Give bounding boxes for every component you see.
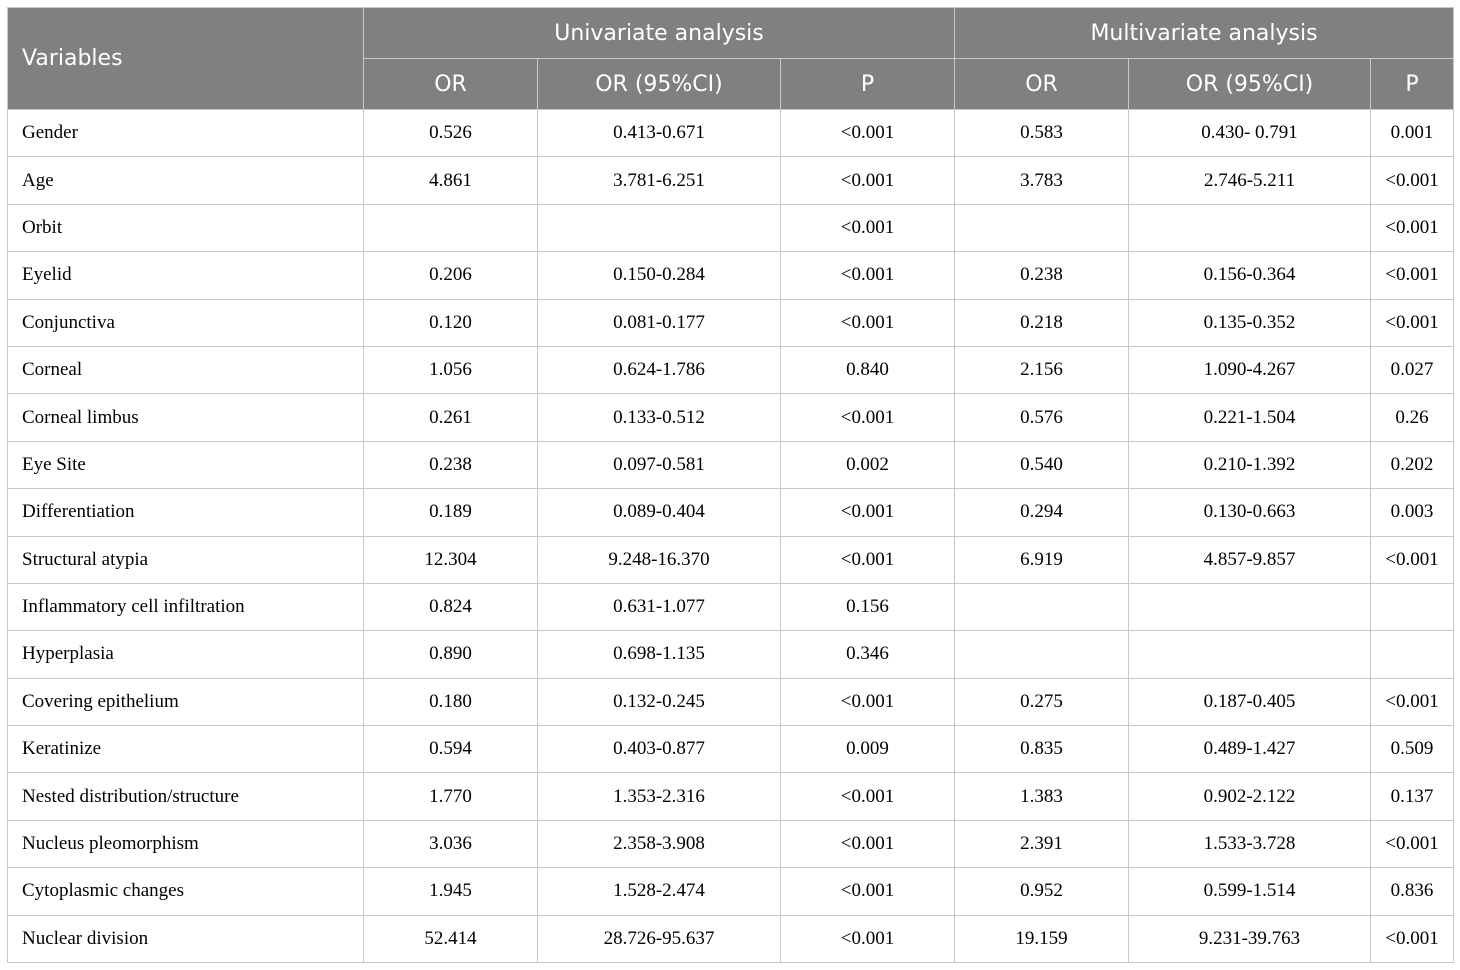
table-row	[8, 773, 1454, 820]
multi-p-cell	[1371, 631, 1454, 678]
multi-p-cell: 0.26	[1371, 394, 1454, 441]
univariate-p-header: P	[781, 59, 955, 110]
results-table	[7, 7, 1454, 963]
multi-ci-cell: 0.135-0.352	[1129, 299, 1371, 346]
uni-p-cell: <0.001	[781, 820, 955, 867]
table-row	[8, 868, 1454, 915]
multi-or-cell: 0.540	[955, 441, 1129, 488]
multi-ci-cell: 1.090-4.267	[1129, 346, 1371, 393]
uni-or-cell: 0.526	[364, 110, 538, 157]
uni-or-cell: 3.036	[364, 820, 538, 867]
multi-ci-cell: 0.210-1.392	[1129, 441, 1371, 488]
table-row	[8, 157, 1454, 204]
multi-p-cell: <0.001	[1371, 536, 1454, 583]
variable-cell: Corneal limbus	[8, 394, 364, 441]
variable-cell: Nested distribution/structure	[8, 773, 364, 820]
variable-cell: Nucleus pleomorphism	[8, 820, 364, 867]
uni-ci-cell: 0.698-1.135	[538, 631, 781, 678]
uni-p-cell: <0.001	[781, 252, 955, 299]
multi-p-cell: 0.001	[1371, 110, 1454, 157]
multi-p-cell: <0.001	[1371, 299, 1454, 346]
uni-ci-cell: 0.150-0.284	[538, 252, 781, 299]
multivariate-ci-header: OR (95%CI)	[1129, 59, 1371, 110]
table-row	[8, 441, 1454, 488]
table-row	[8, 110, 1454, 157]
table-row	[8, 299, 1454, 346]
uni-p-cell: <0.001	[781, 157, 955, 204]
multi-p-cell: <0.001	[1371, 678, 1454, 725]
variable-cell: Covering epithelium	[8, 678, 364, 725]
uni-ci-cell: 0.413-0.671	[538, 110, 781, 157]
variable-cell: Cytoplasmic changes	[8, 868, 364, 915]
table-row	[8, 583, 1454, 630]
uni-or-cell: 0.824	[364, 583, 538, 630]
table-row	[8, 204, 1454, 251]
multi-or-cell: 0.275	[955, 678, 1129, 725]
uni-ci-cell: 0.133-0.512	[538, 394, 781, 441]
header-row-groups	[8, 8, 1454, 59]
uni-p-cell: 0.840	[781, 346, 955, 393]
multi-ci-cell: 9.231-39.763	[1129, 915, 1371, 962]
multi-ci-cell: 2.746-5.211	[1129, 157, 1371, 204]
uni-or-cell: 0.206	[364, 252, 538, 299]
table-row	[8, 820, 1454, 867]
uni-ci-cell: 1.353-2.316	[538, 773, 781, 820]
multi-ci-cell: 0.430- 0.791	[1129, 110, 1371, 157]
uni-ci-cell: 0.097-0.581	[538, 441, 781, 488]
multi-or-cell: 6.919	[955, 536, 1129, 583]
multi-p-cell: <0.001	[1371, 252, 1454, 299]
multivariate-header: Multivariate analysis	[955, 8, 1454, 59]
variable-cell: Conjunctiva	[8, 299, 364, 346]
uni-p-cell: <0.001	[781, 110, 955, 157]
multi-p-cell: 0.836	[1371, 868, 1454, 915]
variable-cell: Gender	[8, 110, 364, 157]
uni-ci-cell: 0.089-0.404	[538, 489, 781, 536]
uni-or-cell: 0.238	[364, 441, 538, 488]
uni-p-cell: <0.001	[781, 394, 955, 441]
multi-p-cell: <0.001	[1371, 157, 1454, 204]
variable-cell: Corneal	[8, 346, 364, 393]
multi-or-cell: 0.952	[955, 868, 1129, 915]
variable-cell: Keratinize	[8, 726, 364, 773]
univariate-or-header: OR	[364, 59, 538, 110]
uni-p-cell: 0.346	[781, 631, 955, 678]
uni-or-cell: 1.945	[364, 868, 538, 915]
multi-p-cell: <0.001	[1371, 820, 1454, 867]
univariate-header: Univariate analysis	[364, 8, 955, 59]
table-body	[8, 110, 1454, 963]
uni-ci-cell: 1.528-2.474	[538, 868, 781, 915]
multi-ci-cell: 0.221-1.504	[1129, 394, 1371, 441]
uni-or-cell: 0.594	[364, 726, 538, 773]
multi-or-cell: 3.783	[955, 157, 1129, 204]
multi-p-cell	[1371, 583, 1454, 630]
uni-ci-cell	[538, 204, 781, 251]
multi-or-cell: 0.294	[955, 489, 1129, 536]
multi-or-cell: 0.583	[955, 110, 1129, 157]
uni-p-cell: <0.001	[781, 299, 955, 346]
variable-cell: Orbit	[8, 204, 364, 251]
variable-cell: Hyperplasia	[8, 631, 364, 678]
uni-or-cell: 52.414	[364, 915, 538, 962]
uni-or-cell: 0.261	[364, 394, 538, 441]
uni-or-cell: 0.180	[364, 678, 538, 725]
uni-or-cell: 0.890	[364, 631, 538, 678]
multi-or-cell: 2.391	[955, 820, 1129, 867]
uni-ci-cell: 0.081-0.177	[538, 299, 781, 346]
uni-ci-cell: 0.624-1.786	[538, 346, 781, 393]
multi-ci-cell: 0.156-0.364	[1129, 252, 1371, 299]
multivariate-p-header: P	[1371, 59, 1454, 110]
multi-or-cell: 0.835	[955, 726, 1129, 773]
multi-or-cell: 2.156	[955, 346, 1129, 393]
uni-p-cell: <0.001	[781, 773, 955, 820]
multi-ci-cell	[1129, 583, 1371, 630]
multi-p-cell: 0.003	[1371, 489, 1454, 536]
table-row	[8, 394, 1454, 441]
uni-or-cell: 1.056	[364, 346, 538, 393]
uni-ci-cell: 28.726-95.637	[538, 915, 781, 962]
uni-p-cell: 0.002	[781, 441, 955, 488]
uni-p-cell: <0.001	[781, 204, 955, 251]
multi-or-cell: 0.238	[955, 252, 1129, 299]
variables-header: Variables	[8, 8, 364, 110]
multi-p-cell: 0.509	[1371, 726, 1454, 773]
uni-ci-cell: 0.132-0.245	[538, 678, 781, 725]
uni-or-cell: 4.861	[364, 157, 538, 204]
multi-p-cell: 0.137	[1371, 773, 1454, 820]
table-header	[8, 8, 1454, 110]
uni-ci-cell: 3.781-6.251	[538, 157, 781, 204]
uni-ci-cell: 0.403-0.877	[538, 726, 781, 773]
multi-ci-cell	[1129, 204, 1371, 251]
variable-cell: Age	[8, 157, 364, 204]
variable-cell: Inflammatory cell infiltration	[8, 583, 364, 630]
multi-or-cell: 0.576	[955, 394, 1129, 441]
uni-ci-cell: 9.248-16.370	[538, 536, 781, 583]
multi-ci-cell: 0.902-2.122	[1129, 773, 1371, 820]
uni-ci-cell: 2.358-3.908	[538, 820, 781, 867]
uni-or-cell	[364, 204, 538, 251]
multivariate-or-header: OR	[955, 59, 1129, 110]
uni-p-cell: 0.156	[781, 583, 955, 630]
multi-p-cell: 0.202	[1371, 441, 1454, 488]
multi-ci-cell: 1.533-3.728	[1129, 820, 1371, 867]
uni-p-cell: <0.001	[781, 536, 955, 583]
multi-ci-cell: 0.187-0.405	[1129, 678, 1371, 725]
univariate-ci-header: OR (95%CI)	[538, 59, 781, 110]
uni-p-cell: <0.001	[781, 915, 955, 962]
uni-or-cell: 0.189	[364, 489, 538, 536]
uni-ci-cell: 0.631-1.077	[538, 583, 781, 630]
multi-or-cell: 19.159	[955, 915, 1129, 962]
uni-or-cell: 0.120	[364, 299, 538, 346]
uni-p-cell: 0.009	[781, 726, 955, 773]
multi-ci-cell: 0.599-1.514	[1129, 868, 1371, 915]
multi-or-cell	[955, 583, 1129, 630]
uni-p-cell: <0.001	[781, 868, 955, 915]
multi-ci-cell	[1129, 631, 1371, 678]
uni-or-cell: 1.770	[364, 773, 538, 820]
uni-p-cell: <0.001	[781, 678, 955, 725]
multi-ci-cell: 0.489-1.427	[1129, 726, 1371, 773]
multi-p-cell: 0.027	[1371, 346, 1454, 393]
multi-or-cell: 0.218	[955, 299, 1129, 346]
uni-or-cell: 12.304	[364, 536, 538, 583]
variable-cell: Eyelid	[8, 252, 364, 299]
multi-or-cell: 1.383	[955, 773, 1129, 820]
table-row	[8, 346, 1454, 393]
variable-cell: Nuclear division	[8, 915, 364, 962]
multi-p-cell: <0.001	[1371, 915, 1454, 962]
variable-cell: Structural atypia	[8, 536, 364, 583]
multi-p-cell: <0.001	[1371, 204, 1454, 251]
multi-or-cell	[955, 631, 1129, 678]
multi-ci-cell: 4.857-9.857	[1129, 536, 1371, 583]
variable-cell: Eye Site	[8, 441, 364, 488]
table-row	[8, 489, 1454, 536]
table-row	[8, 536, 1454, 583]
table-row	[8, 252, 1454, 299]
variable-cell: Differentiation	[8, 489, 364, 536]
uni-p-cell: <0.001	[781, 489, 955, 536]
table-row	[8, 726, 1454, 773]
table-row	[8, 631, 1454, 678]
multi-or-cell	[955, 204, 1129, 251]
table-row	[8, 915, 1454, 962]
multi-ci-cell: 0.130-0.663	[1129, 489, 1371, 536]
table-row	[8, 678, 1454, 725]
